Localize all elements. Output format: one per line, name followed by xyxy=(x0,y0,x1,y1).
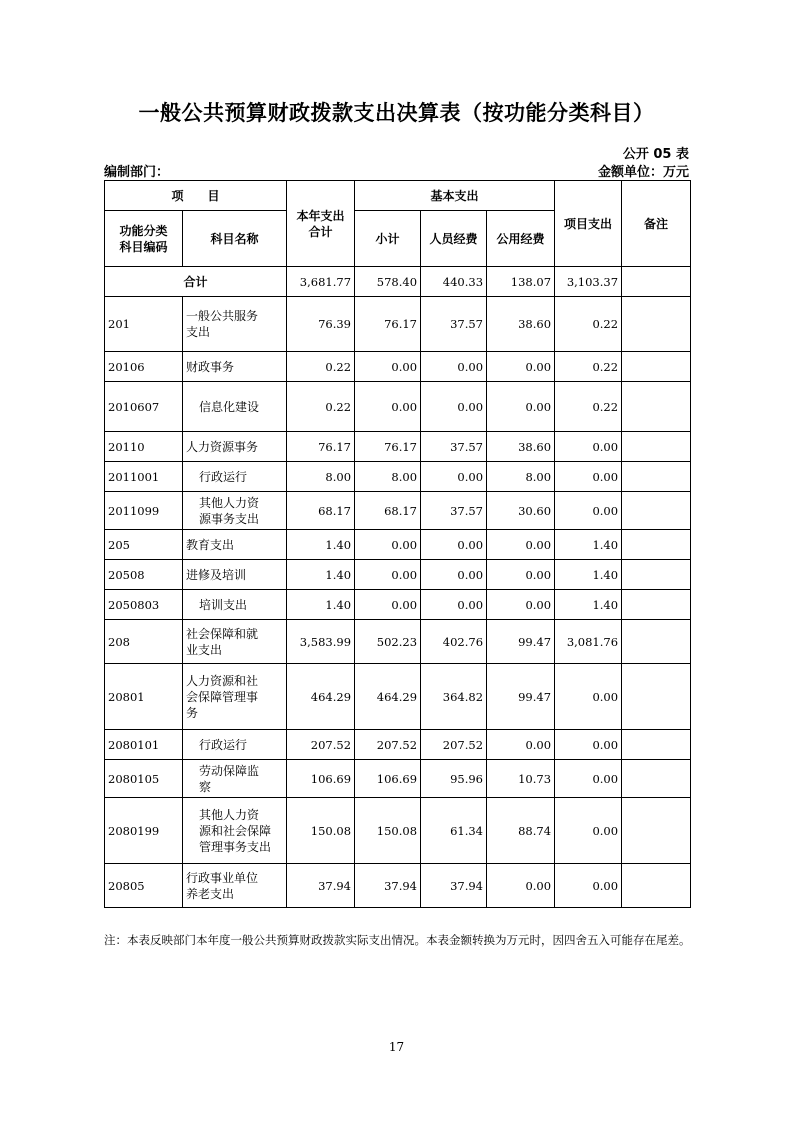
row-annual-total: 0.22 xyxy=(287,382,355,432)
row-project: 0.22 xyxy=(555,297,622,352)
row-personnel: 37.57 xyxy=(421,492,487,530)
row-subtotal: 37.94 xyxy=(355,864,421,908)
row-personnel: 0.00 xyxy=(421,352,487,382)
table-row xyxy=(105,382,691,432)
form-number: 公开 05 表 xyxy=(622,147,689,162)
row-name: 社会保障和就 业支出 xyxy=(183,620,287,664)
page-number: 17 xyxy=(388,1040,405,1054)
row-annual-total: 0.22 xyxy=(287,352,355,382)
row-remark xyxy=(622,730,691,760)
row-name: 财政事务 xyxy=(183,352,287,382)
row-subtotal: 464.29 xyxy=(355,664,421,730)
row-annual-total: 68.17 xyxy=(287,492,355,530)
row-subtotal: 0.00 xyxy=(355,352,421,382)
table-row xyxy=(105,492,691,530)
row-public: 30.60 xyxy=(487,492,555,530)
row-code: 2080101 xyxy=(105,730,183,760)
row-code: 2050803 xyxy=(105,590,183,620)
table-row xyxy=(105,560,691,590)
row-public: 10.73 xyxy=(487,760,555,798)
header-item: 项 目 xyxy=(105,181,287,211)
row-public: 0.00 xyxy=(487,530,555,560)
row-annual-total: 1.40 xyxy=(287,590,355,620)
row-remark xyxy=(622,590,691,620)
row-personnel: 95.96 xyxy=(421,760,487,798)
row-name: 一般公共服务 支出 xyxy=(183,297,287,352)
header-annual-total-text: 本年支出 合计 xyxy=(296,208,345,239)
row-annual-total: 8.00 xyxy=(287,462,355,492)
row-project: 0.00 xyxy=(555,798,622,864)
row-personnel: 207.52 xyxy=(421,730,487,760)
row-annual-total: 464.29 xyxy=(287,664,355,730)
row-public: 0.00 xyxy=(487,352,555,382)
row-name: 教育支出 xyxy=(183,530,287,560)
row-remark xyxy=(622,530,691,560)
row-subtotal: 8.00 xyxy=(355,462,421,492)
row-remark xyxy=(622,432,691,462)
row-name: 行政事业单位 养老支出 xyxy=(183,864,287,908)
row-code: 201 xyxy=(105,297,183,352)
row-name: 进修及培训 xyxy=(183,560,287,590)
total-personnel: 440.33 xyxy=(421,267,487,297)
row-annual-total: 76.17 xyxy=(287,432,355,462)
row-remark xyxy=(622,382,691,432)
row-remark xyxy=(622,798,691,864)
header-func-code xyxy=(105,211,183,267)
row-project: 0.00 xyxy=(555,730,622,760)
table-row xyxy=(105,760,691,798)
row-remark xyxy=(622,760,691,798)
row-name: 培训支出 xyxy=(183,590,287,620)
row-code: 205 xyxy=(105,530,183,560)
total-annual: 3,681.77 xyxy=(287,267,355,297)
table-row xyxy=(105,864,691,908)
row-name: 人力资源事务 xyxy=(183,432,287,462)
row-personnel: 61.34 xyxy=(421,798,487,864)
row-remark xyxy=(622,864,691,908)
row-subtotal: 0.00 xyxy=(355,590,421,620)
total-remark xyxy=(622,267,691,297)
page-title: 一般公共预算财政拨款支出决算表（按功能分类科目） xyxy=(138,101,655,125)
table-row xyxy=(105,730,691,760)
row-code: 2011001 xyxy=(105,462,183,492)
row-personnel: 0.00 xyxy=(421,560,487,590)
table-row xyxy=(105,590,691,620)
footnote: 注：本表反映部门本年度一般公共预算财政拨款实际支出情况。本表金额转换为万元时，因四舍五入可能存在尾差。 xyxy=(104,933,691,947)
row-public: 0.00 xyxy=(487,560,555,590)
row-name: 信息化建设 xyxy=(183,382,287,432)
row-public: 88.74 xyxy=(487,798,555,864)
row-personnel: 0.00 xyxy=(421,530,487,560)
row-personnel: 402.76 xyxy=(421,620,487,664)
row-code: 2080105 xyxy=(105,760,183,798)
row-subtotal: 207.52 xyxy=(355,730,421,760)
row-public: 38.60 xyxy=(487,297,555,352)
row-project: 0.00 xyxy=(555,760,622,798)
total-subtotal: 578.40 xyxy=(355,267,421,297)
row-code: 20508 xyxy=(105,560,183,590)
row-personnel: 37.57 xyxy=(421,297,487,352)
row-public: 0.00 xyxy=(487,590,555,620)
total-project: 3,103.37 xyxy=(555,267,622,297)
row-code: 20110 xyxy=(105,432,183,462)
row-project: 0.22 xyxy=(555,352,622,382)
row-code: 208 xyxy=(105,620,183,664)
row-subtotal: 502.23 xyxy=(355,620,421,664)
row-project: 0.00 xyxy=(555,664,622,730)
row-annual-total: 1.40 xyxy=(287,530,355,560)
table-row xyxy=(105,352,691,382)
row-project: 0.00 xyxy=(555,432,622,462)
row-project: 3,081.76 xyxy=(555,620,622,664)
row-annual-total: 37.94 xyxy=(287,864,355,908)
row-public: 8.00 xyxy=(487,462,555,492)
row-name: 其他人力资 源和社会保障 管理事务支出 xyxy=(183,798,287,864)
total-public: 138.07 xyxy=(487,267,555,297)
row-code: 20805 xyxy=(105,864,183,908)
row-subtotal: 106.69 xyxy=(355,760,421,798)
row-code: 2080199 xyxy=(105,798,183,864)
row-personnel: 0.00 xyxy=(421,462,487,492)
row-annual-total: 150.08 xyxy=(287,798,355,864)
row-subtotal: 76.17 xyxy=(355,432,421,462)
expenditure-table xyxy=(104,180,691,908)
header-personnel: 人员经费 xyxy=(421,211,487,267)
row-personnel: 0.00 xyxy=(421,590,487,620)
table-row xyxy=(105,297,691,352)
row-annual-total: 3,583.99 xyxy=(287,620,355,664)
amount-unit-label: 金额单位：万元 xyxy=(597,165,689,180)
row-code: 20801 xyxy=(105,664,183,730)
total-row xyxy=(105,267,691,297)
row-remark xyxy=(622,664,691,730)
table-row xyxy=(105,530,691,560)
header-remark: 备注 xyxy=(622,181,691,267)
row-name: 劳动保障监 察 xyxy=(183,760,287,798)
header-func-code-text: 功能分类 科目编码 xyxy=(119,223,168,254)
row-public: 38.60 xyxy=(487,432,555,462)
row-project: 1.40 xyxy=(555,560,622,590)
table-row xyxy=(105,462,691,492)
row-public: 99.47 xyxy=(487,664,555,730)
total-label: 合计 xyxy=(105,267,287,297)
table-row xyxy=(105,432,691,462)
row-subtotal: 0.00 xyxy=(355,560,421,590)
row-project: 0.00 xyxy=(555,462,622,492)
row-personnel: 364.82 xyxy=(421,664,487,730)
row-personnel: 37.94 xyxy=(421,864,487,908)
row-code: 2011099 xyxy=(105,492,183,530)
row-name: 人力资源和社 会保障管理事 务 xyxy=(183,664,287,730)
row-subtotal: 76.17 xyxy=(355,297,421,352)
row-public: 0.00 xyxy=(487,730,555,760)
row-project: 1.40 xyxy=(555,590,622,620)
row-project: 1.40 xyxy=(555,530,622,560)
row-subtotal: 150.08 xyxy=(355,798,421,864)
header-project: 项目支出 xyxy=(555,181,622,267)
header-basic: 基本支出 xyxy=(355,181,555,211)
row-public: 0.00 xyxy=(487,382,555,432)
row-code: 20106 xyxy=(105,352,183,382)
row-subtotal: 0.00 xyxy=(355,382,421,432)
row-code: 2010607 xyxy=(105,382,183,432)
row-project: 0.22 xyxy=(555,382,622,432)
row-annual-total: 106.69 xyxy=(287,760,355,798)
row-name: 行政运行 xyxy=(183,462,287,492)
row-name: 行政运行 xyxy=(183,730,287,760)
table-row xyxy=(105,664,691,730)
table-row xyxy=(105,798,691,864)
row-remark xyxy=(622,560,691,590)
header-row-1 xyxy=(105,181,691,211)
row-personnel: 37.57 xyxy=(421,432,487,462)
table-row xyxy=(105,620,691,664)
row-remark xyxy=(622,492,691,530)
header-annual-total xyxy=(287,181,355,267)
header-public: 公用经费 xyxy=(487,211,555,267)
row-project: 0.00 xyxy=(555,864,622,908)
row-public: 0.00 xyxy=(487,864,555,908)
row-subtotal: 68.17 xyxy=(355,492,421,530)
row-annual-total: 76.39 xyxy=(287,297,355,352)
row-name: 其他人力资 源事务支出 xyxy=(183,492,287,530)
row-project: 0.00 xyxy=(555,492,622,530)
row-public: 99.47 xyxy=(487,620,555,664)
row-personnel: 0.00 xyxy=(421,382,487,432)
header-subject-name: 科目名称 xyxy=(183,211,287,267)
header-subtotal: 小计 xyxy=(355,211,421,267)
row-remark xyxy=(622,297,691,352)
row-annual-total: 207.52 xyxy=(287,730,355,760)
department-label: 编制部门： xyxy=(104,165,170,180)
row-remark xyxy=(622,462,691,492)
row-remark xyxy=(622,352,691,382)
row-remark xyxy=(622,620,691,664)
row-subtotal: 0.00 xyxy=(355,530,421,560)
row-annual-total: 1.40 xyxy=(287,560,355,590)
